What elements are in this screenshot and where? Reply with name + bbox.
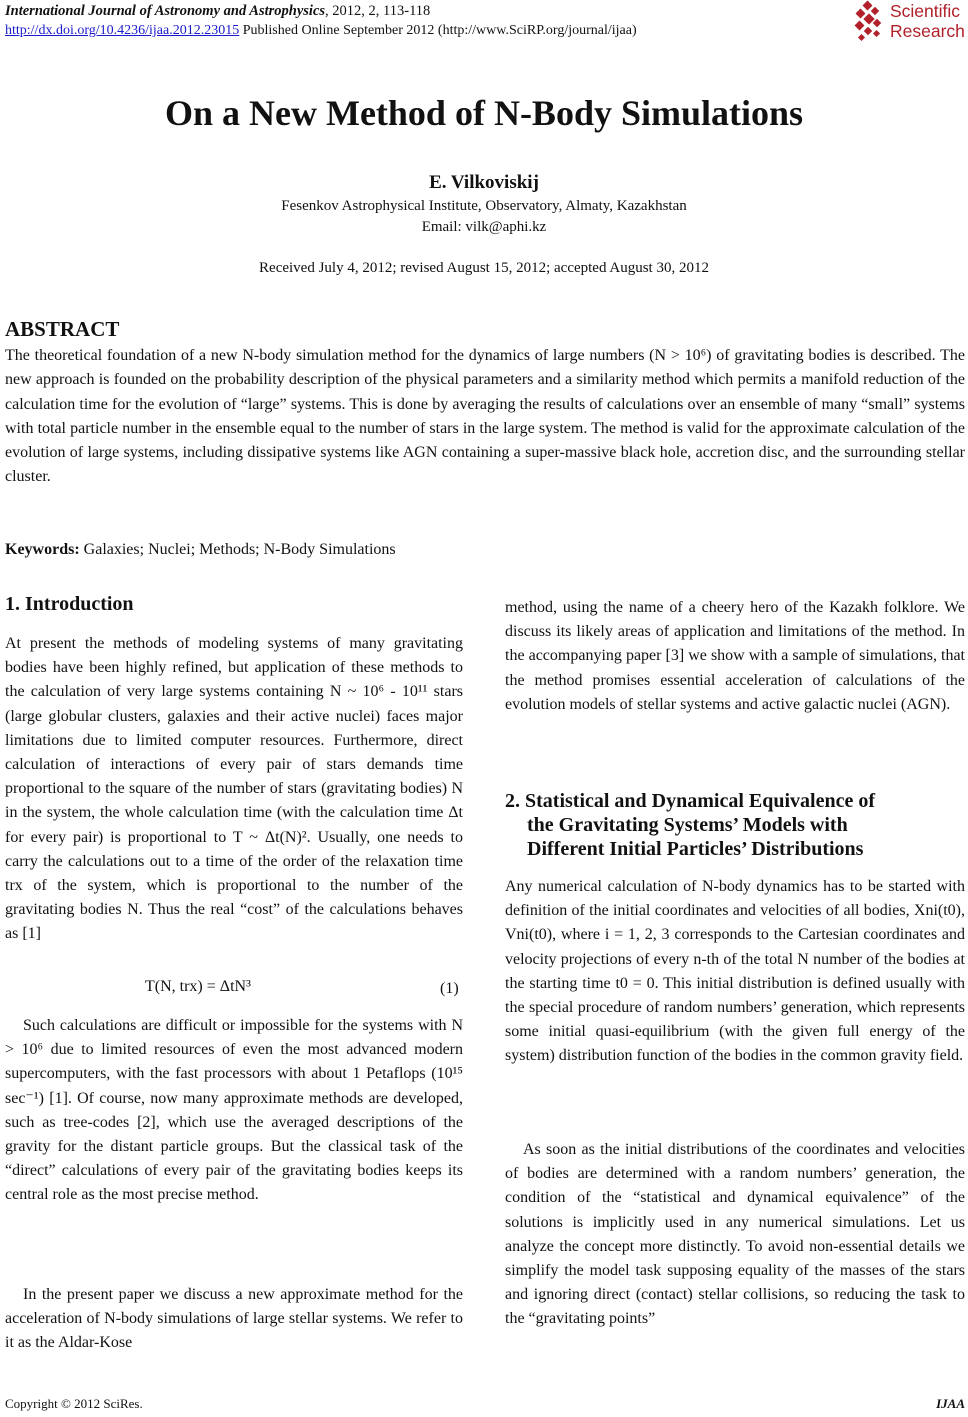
author-name: E. Vilkoviskij [429, 172, 539, 193]
copyright: Copyright © 2012 SciRes. [5, 1396, 143, 1411]
journal-citation: , 2012, 2, 113-118 [325, 3, 431, 19]
received-dates: Received July 4, 2012; revised August 15, 2012; accepted August 30, 2012 [259, 260, 709, 276]
author-email: Email: vilk@aphi.kz [421, 219, 547, 235]
equation-number: (1) [440, 980, 459, 997]
section2-p1: Any numerical calculation of N-body dynamics has to be started with definition of the initial coordinates and velocities of all bodies, Xni(t0), Vni(t0), where i = 1, 2, 3 corresponds to the Cartesian coordinates and velocity projections of every n-th of the total N number of the bodies at the starting time t0 = 0. This initial distribution is defined usually with the special procedure of random numbers’ generation, which represents some initial quasi-equilibrium (with the given full energy of the system) distribution function of the bodies in the common gravity field. [505, 878, 965, 1065]
journal-header [5, 2, 835, 40]
doi-link[interactable]: http://dx.doi.org/10.4236/ijaa.2012.23015 [5, 23, 240, 38]
section2-heading-line1: 2. Statistical and Dynamical Equivalence of [505, 790, 876, 812]
logo-text [890, 1, 965, 41]
intro-p1: At present the methods of modeling systems of many gravitating bodies have been highly refined, but application of these methods to the calculation of very large systems containing N ~ 10⁶ - 10¹¹ stars (large globular clusters, galaxies and their active nuclei) faces major limitations due to limited computer resources. Furthermore, direct calculation of interactions of every pair of stars demands time proportional to the square of the number of stars (gravitating bodies) N in the system, the whole calculation time (with the calculation time Δt for every pair) is proportional to T ~ Δt(N)². Usually, one needs to carry the calculations out to a time of the order of the relaxation time trx of the system, which is proportional to the number of the gravitating bodies N. Thus the real “cost” of the calculations behaves as [1] [5, 635, 463, 943]
section2-heading-line3: Different Initial Particles’ Distributions [527, 838, 864, 860]
logo-line1: Scientific [890, 1, 961, 21]
section2-paragraph-1 [505, 875, 965, 1069]
keywords-label: Keywords: [5, 541, 80, 558]
keywords-text: Galaxies; Nuclei; Methods; N-Body Simulations [79, 541, 396, 558]
intro-paragraph-3 [5, 1283, 463, 1356]
abstract-heading: ABSTRACT [5, 317, 120, 341]
logo-line2: Research [890, 21, 965, 41]
journal-abbr: IJAA [936, 1396, 965, 1411]
logo-mark-icon [850, 0, 890, 44]
keywords [5, 539, 396, 561]
section2-heading-line2: the Gravitating Systems’ Models with [527, 814, 848, 836]
right-p0: method, using the name of a cheery hero of the Kazakh folklore. We discuss its likely areas of application and limitations of the method. In the accompanying paper [3] we show with a sample of simulations, that the method promises essential acceleration of calculations of the evolution models of stellar systems and active galactic nuclei (AGN). [505, 599, 965, 713]
published-info: Published Online September 2012 (http://www.SciRP.org/journal/ijaa) [239, 23, 637, 38]
abstract-text: The theoretical foundation of a new N-body simulation method for the dynamics of large numbers (N > 10⁶) of gravitating bodies is described. The new approach is founded on the probability description of the physical parameters and a similarity method which permits a manifold reduction of the calculation time for the evolution of “large” systems. This is done by averaging the results of calculations over an ensemble of many “small” systems with total particle number in the ensemble equal to the number of stars in the large system. The method is valid for the approximate calculation of the evolution of large systems, including dissipative systems like AGN containing a super-massive black hole, accretion disc, and the surrounding stellar cluster. [5, 347, 965, 486]
intro-p3: In the present paper we discuss a new approximate method for the acceleration of N-body simulations of large stellar systems. We refer to it as the Aldar-Kose [5, 1286, 463, 1352]
paper-title: On a New Method of N-Body Simulations [164, 93, 804, 133]
intro-paragraph-2 [5, 1014, 463, 1208]
journal-name: International Journal of Astronomy and Astrophysics [5, 3, 326, 19]
intro-paragraph-1 [5, 632, 463, 947]
section1-heading: 1. Introduction [5, 593, 134, 615]
right-paragraph-0 [505, 596, 965, 717]
page-footer [5, 1396, 965, 1412]
equation-1: T(N, trx) = ΔtN³ [145, 978, 251, 995]
scientific-research-logo [850, 0, 968, 44]
section2-paragraph-2 [505, 1138, 965, 1332]
author-affiliation: Fesenkov Astrophysical Institute, Observatory, Almaty, Kazakhstan [281, 198, 687, 214]
intro-p2: Such calculations are difficult or impossible for the systems with N > 10⁶ due to limited resources of even the most advanced modern supercomputers, with the fast processors with about 1 Petaflops (10¹⁵ sec⁻¹) [1]. Of course, now many approximate methods are developed, such as tree-codes [2], which use the averaged descriptions of the gravity for the distant particle groups. But the classical task of the “direct” calculations of every pair of the gravitating bodies keeps its central role as the most precise method. [5, 1017, 463, 1204]
doi-line [5, 21, 835, 40]
journal-citation-line [5, 2, 835, 21]
section1-heading-block [5, 592, 463, 616]
section2-heading [505, 789, 965, 861]
section2-p2: As soon as the initial distributions of the coordinates and velocities of bodies are determined with a random numbers’ generation, the condition of the “statistical and dynamical equivalence” of the solutions is implicitly used in any numerical simulations. Let us analyze the concept more distinctly. To avoid non-essential details we simplify the model task supposing equality of the masses of the stars and ignoring direct (contact) stellar collisions, so reducing the task to the “gravitating points” [505, 1141, 965, 1328]
